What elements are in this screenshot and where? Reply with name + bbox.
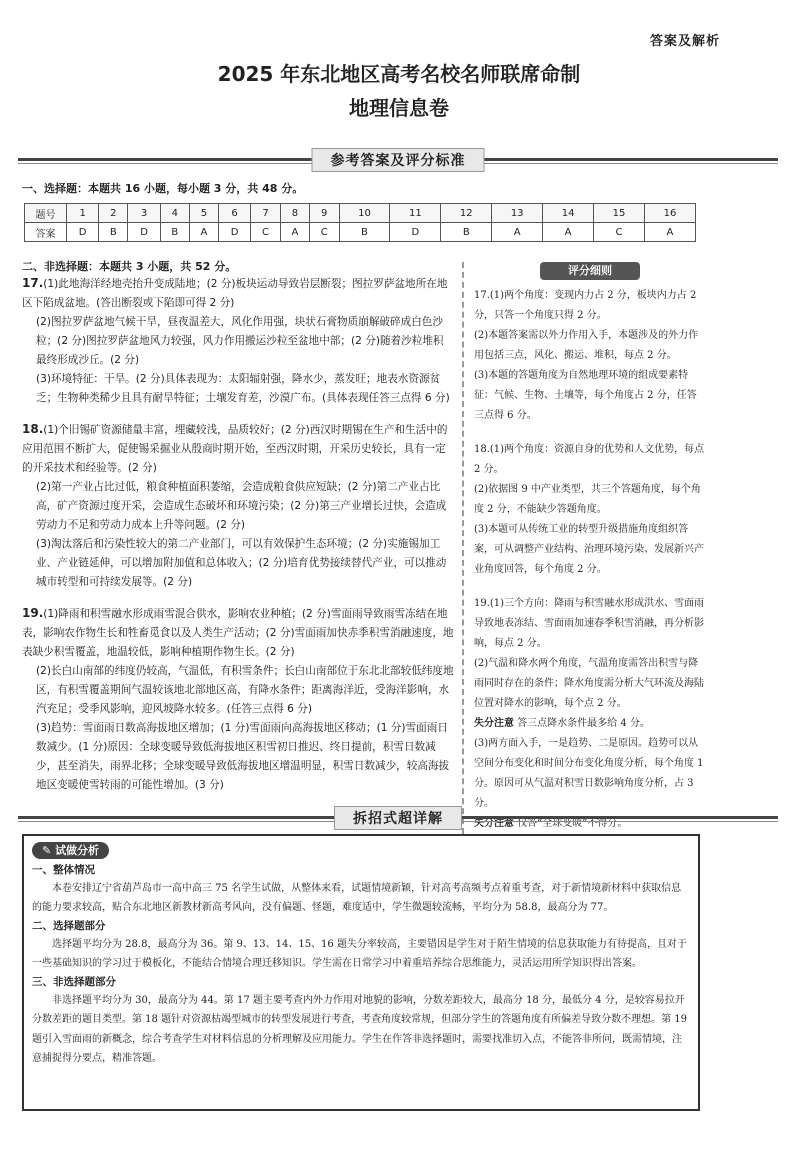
answer-text: (1)降雨和积雪融水形成雨雪混合供水，影响农业种植；(2 分)雪面雨导致雨雪冻结在地表，影响农作物生长和牲畜觅食以及人类生产活动；(2 分)雪面雨加快赤季积雪消融速度，地表缺少积雪覆盖，地温较低，影响种植期作物生长。(2 分) [22,608,454,658]
table-cell: C [594,223,645,242]
table-cell: 7 [251,204,281,223]
table-cell: A [280,223,309,242]
rule-text: (3)本题可从传统工业的转型升级措施角度组织答案，可从调整产业结构、治理环境污染、发展新兴产业角度回答，每个角度 2 分。 [474,524,704,575]
table-cell: 1 [67,204,99,223]
answer-text: (3)趋势：雪面雨日数高海拔地区增加；(1 分)雪面雨向高海拔地区移动；(1 分)雪面雨日数减少。(1 分)原因：全球变暖导致低海拔地区积雪初日推迟、终日提前，积雪日数减少，甚至消失，雨界北移；全球变暖导致低海拔地区增温明显，积雪日数减少，较高海拔地区变暖使雪转雨的可能性增加。(3 分) [36,722,450,791]
table-cell: A [644,223,695,242]
table-cell: C [309,223,339,242]
table-cell: B [160,223,189,242]
table-cell: 12 [441,204,492,223]
table-cell: 2 [99,204,128,223]
rule-17 [474,286,706,426]
trial-analysis-tag-label: 试做分析 [55,844,100,857]
answer-text: (2)图拉罗萨盆地气候干旱，昼夜温差大，风化作用强，块状石膏物质崩解破碎成白色沙粒；(2 分)图拉罗萨盆地风力较强，风力作用搬运沙粒至盆地中部；(2 分)随着沙粒堆积最终形成沙丘。(2 分) [36,316,444,366]
table-header: 题号 [25,204,67,223]
table-cell: 13 [492,204,543,223]
question-18 [22,420,454,592]
answer-text: (3)淘汰落后和污染性较大的第二产业部门，可以有效保护生态环境；(2 分)实施锡加工业、产业链延伸，可以增加附加值和总体收入；(2 分)培育优势接续替代产业，可以推动城市转型和可持续发展等。(2 分) [36,538,447,588]
table-cell: B [339,223,390,242]
answer-text: (2)长白山南部的纬度仍较高，气温低，有积雪条件；长白山南部位于东北北部较低纬度地区，有积雪覆盖期间气温较该地北部地区高，有降水条件；距离海洋近，受海洋影响，水汽充足；受季风影响，迎风坡降水较多。(任答三点得 6 分) [36,665,454,715]
analysis-heading: 三、非选择题部分 [32,975,116,988]
table-cell: D [67,223,99,242]
question-19 [22,604,454,795]
section-nonchoice-heading: 二、非选择题：本题共 3 小题，共 52 分。 [22,260,237,273]
table-cell: A [543,223,594,242]
answer-text: (3)环境特征：干旱。(2 分)具体表现为：太阳辐射强，降水少，蒸发旺；地表水资源贫乏；生物种类稀少且具有耐旱特征；土壤发育差，沙漠广布。(具体表现任答三点得 6 分) [36,373,450,404]
table-cell: 14 [543,204,594,223]
rule-text: 19.(1)三个方向：降雨与积雪融水形成洪水、雪面雨导致地表冻结、雪面雨加速春季积雪消融，再分析影响，每点 2 分。 [474,598,705,649]
rule-text: (3)本题的答题角度为自然地理环境的组成要素特征：气候、生物、土壤等，每个角度占 2 分，任答三点得 6 分。 [474,370,697,421]
answers-column [22,274,454,795]
analysis-heading: 一、整体情况 [32,863,95,876]
answer-text: (1)此地海洋经地壳抬升变成陆地；(2 分)板块运动导致岩层断裂；图拉罗萨盆地所在地区下陷成盆地。(答出断裂或下陷即可得 2 分) [22,278,448,309]
table-cell: A [492,223,543,242]
table-cell: 3 [128,204,160,223]
page-title: 2025 年东北地区高考名校名师联席命制 [217,62,581,86]
table-cell: 9 [309,204,339,223]
answer-table-row-numbers [25,204,696,223]
table-cell: 10 [339,204,390,223]
table-cell: D [390,223,441,242]
table-cell: C [251,223,281,242]
rule-text: (2)依据图 9 中产业类型，共三个答题角度，每个角度 2 分，不能缺少答题角度。 [474,484,701,515]
banner-analysis [18,806,778,828]
answer-table-row-answers [25,223,696,242]
banner-answers [18,148,778,170]
deduction-note-label: 失分注意 [474,718,514,729]
table-cell: B [441,223,492,242]
answer-text: (2)第一产业占比过低，粮食种植面积萎缩，会造成粮食供应短缺；(2 分)第二产业占比高，矿产资源过度开采，会造成生态破坏和环境污染；(2 分)第三产业增长过快，会造成劳动力不足和劳动力成本上升等问题。(2 分) [36,481,447,531]
rule-text: (3)两方面入手，一是趋势、二是原因。趋势可以从空间分布变化和时间分布变化角度分析，每个角度 1 分。原因可从气温对积雪日数影响角度分析，占 3 分。 [474,738,704,809]
table-cell: 4 [160,204,189,223]
trial-analysis-box [22,834,700,1111]
analysis-paragraph: 本卷安排辽宁省葫芦岛市一高中高三 75 名学生试做，从整体来看，试题情境新颖，针对高考高频考点着重考查，对于新情境新材料中获取信息的能力要求较高，贴合东北地区新教材新高考风向，没有偏题、怪题，难度适中，学生微题较流畅，平均分为 58.8，最高分为 77。 [32,882,682,913]
section-label: 答案及解析 [649,34,720,49]
question-number: 18. [22,422,44,436]
analysis-heading: 二、选择题部分 [32,919,106,932]
deduction-note: 仅答“全球变暖”不得分。 [517,818,628,829]
table-cell: D [218,223,250,242]
rule-19 [474,594,706,834]
banner-analysis-label: 拆招式超详解 [334,806,462,830]
table-cell: 16 [644,204,695,223]
section-choice-heading: 一、选择题：本题共 16 小题，每小题 3 分，共 48 分。 [22,182,304,195]
question-number: 17. [22,276,44,290]
rule-text: 18.(1)两个角度：资源自身的优势和人文优势，每点 2 分。 [474,444,705,475]
rule-text: (2)气温和降水两个角度，气温角度需答出积雪与降雨同时存在的条件；降水角度需分析大气环流及海陆位置对降水的影响，每个点 2 分。 [474,658,704,709]
trial-analysis-tag [32,842,109,859]
table-cell: 11 [390,204,441,223]
table-cell: B [99,223,128,242]
deduction-note: 答三点降水条件最多给 4 分。 [517,718,650,729]
table-cell: 8 [280,204,309,223]
answer-table [24,203,696,242]
deduction-note-label: 失分注意 [474,818,514,829]
table-header: 答案 [25,223,67,242]
rule-text: (2)本题答案需以外力作用入手，本题涉及的外力作用包括三点，风化、搬运、堆积，每点 2 分。 [474,330,699,361]
banner-answers-label: 参考答案及评分标准 [312,148,485,172]
scoring-rules-column [462,262,706,834]
analysis-paragraph: 非选择题平均分为 30，最高分为 44。第 17 题主要考查内外力作用对地貌的影响，分数差距较大，最高分 18 分，最低分 4 分，是较容易拉开分数差距的题目类型。第 18 题针对资源枯竭型城市的转型发展进行考查，考查角度较常规，但部分学生的答题角度有所偏差导致分数不理想。第 19 题引入雪面雨的新概念，综合考查学生对材料信息的分析理解及应用能力。学生在作答非选择题时，需要找准切入点，不能答非所问，既需情境，注意捕捉得分要点，精准答题。 [32,994,687,1064]
table-cell: D [128,223,160,242]
table-cell: 5 [189,204,218,223]
table-cell: 15 [594,204,645,223]
question-number: 19. [22,606,44,620]
page-subtitle: 地理信息卷 [349,96,449,120]
pen-icon: ✎ [42,844,52,857]
rule-18 [474,440,706,580]
answer-text: (1)个旧锡矿资源储量丰富，埋藏较浅，品质较好；(2 分)西汉时期锡在生产和生活中的应用范围不断扩大，促使锡采掘业从殷商时期开始，至西汉时期，开采历史较长，具有一定的开采技术和经验等。(2 分) [22,424,448,474]
question-17 [22,274,454,408]
analysis-paragraph: 选择题平均分为 28.8，最高分为 36。第 9、13、14、15、16 题失分率较高，主要错因是学生对于陌生情境的信息获取能力有待提高，且对于一些基础知识的学习过于模板化，不能结合情境合理迁移知识。学生需在日常学习中着重培养综合思维能力，灵活运用所学知识得出答案。 [32,938,687,969]
rule-text: 17.(1)两个角度：变现内力占 2 分，板块内力占 2 分，只答一个角度只得 2 分。 [474,290,697,321]
table-cell: A [189,223,218,242]
table-cell: 6 [218,204,250,223]
scoring-rules-badge: 评分细则 [540,262,640,280]
